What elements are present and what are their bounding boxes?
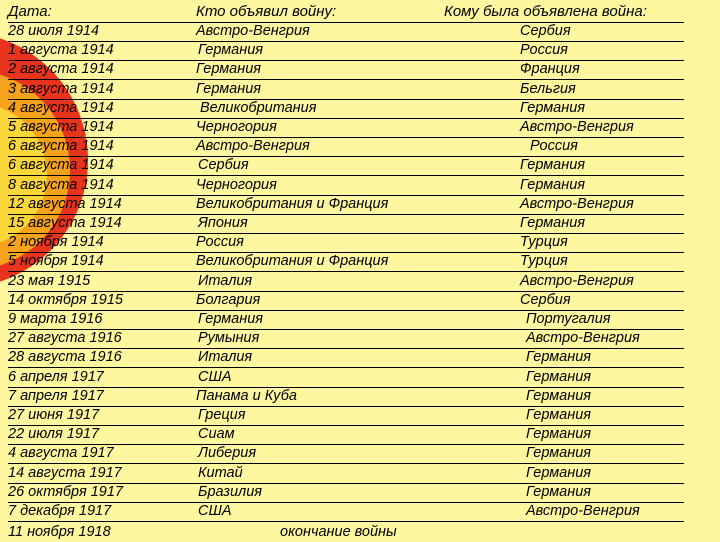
row-declarer: Германия (196, 80, 262, 97)
row-declarer: Бразилия (198, 483, 263, 500)
table-row (8, 483, 684, 503)
row-declarer: Сиам (198, 426, 235, 443)
table-row (8, 425, 684, 445)
row-date: 2 августа 1914 (8, 61, 114, 78)
row-target: Германия (526, 483, 592, 500)
row-target: Германия (526, 368, 592, 385)
row-target: Россия (530, 138, 578, 155)
table-row (8, 444, 684, 464)
footer-note: окончание войны (280, 524, 397, 540)
row-declarer: Австро-Венгрия (196, 23, 310, 39)
footer-date: 11 ноября 1918 (8, 524, 111, 540)
row-date: 7 декабря 1917 (8, 503, 112, 519)
row-date: 28 июля 1914 (8, 23, 100, 39)
row-target: Германия (526, 407, 592, 423)
row-declarer: Германия (196, 61, 262, 78)
table-row (8, 348, 684, 368)
row-declarer: Германия (198, 311, 264, 327)
table-row (8, 176, 684, 196)
row-declarer: Сербия (198, 157, 249, 174)
row-target: Россия (520, 42, 568, 59)
table-row (8, 252, 684, 272)
row-date: 23 мая 1915 (8, 272, 91, 289)
row-declarer: США (198, 503, 232, 519)
row-declarer: Черногория (196, 119, 277, 135)
header-date: Дата: (8, 3, 52, 20)
row-target: Германия (526, 349, 592, 366)
row-date: 6 апреля 1917 (8, 368, 104, 385)
row-declarer: США (198, 368, 232, 385)
row-declarer: Россия (196, 234, 244, 251)
row-date: 4 августа 1914 (8, 99, 114, 116)
table-row (8, 464, 684, 484)
table-row (8, 387, 684, 407)
table-header (8, 3, 684, 23)
table-row (8, 118, 684, 138)
row-declarer: Румыния (198, 330, 260, 347)
row-date: 14 августа 1917 (8, 464, 122, 481)
row-target: Сербия (520, 23, 571, 39)
row-declarer: Черногория (196, 176, 277, 193)
row-target: Германия (520, 176, 586, 193)
row-declarer: Либерия (198, 445, 257, 462)
row-target: Германия (520, 215, 586, 231)
row-date: 27 августа 1916 (8, 330, 122, 347)
table-row (8, 195, 684, 215)
row-date: 1 августа 1914 (8, 42, 114, 59)
row-declarer: Великобритания и Франция (196, 253, 389, 270)
row-date: 6 августа 1914 (8, 157, 114, 174)
table-row (8, 214, 684, 234)
row-declarer: Италия (198, 272, 253, 289)
row-target: Австро-Венгрия (520, 195, 634, 212)
row-target: Германия (520, 99, 586, 116)
row-date: 22 июля 1917 (8, 426, 100, 443)
row-target: Австро-Венгрия (520, 272, 634, 289)
row-date: 28 августа 1916 (8, 349, 122, 366)
header-declarer: Кто объявил войну: (196, 3, 337, 20)
header-target: Кому была объявлена война: (444, 3, 647, 20)
table-row (8, 502, 684, 522)
table-row (8, 99, 684, 119)
row-date: 4 августа 1917 (8, 445, 114, 462)
row-date: 6 августа 1914 (8, 138, 114, 155)
row-date: 5 ноября 1914 (8, 253, 104, 270)
row-target: Турция (520, 253, 568, 270)
row-date: 8 августа 1914 (8, 176, 114, 193)
row-target: Германия (526, 445, 592, 462)
table-row (8, 272, 684, 292)
table-row (8, 41, 684, 61)
table-row (8, 156, 684, 176)
table-row (8, 291, 684, 311)
row-declarer: Великобритания и Франция (196, 195, 389, 212)
row-declarer: Германия (198, 42, 264, 59)
row-target: Германия (526, 387, 592, 404)
row-declarer: Китай (198, 464, 243, 481)
row-declarer: Греция (198, 407, 246, 423)
table-row (8, 137, 684, 157)
row-target: Турция (520, 234, 568, 251)
row-date: 14 октября 1915 (8, 291, 123, 308)
row-date: 9 марта 1916 (8, 311, 103, 327)
table-row (8, 60, 684, 80)
table-row (8, 329, 684, 349)
row-target: Австро-Венгрия (526, 330, 640, 347)
row-target: Германия (526, 464, 592, 481)
footer-row (8, 523, 684, 542)
row-date: 2 ноября 1914 (8, 234, 104, 251)
table-row (8, 310, 684, 330)
row-date: 3 августа 1914 (8, 80, 114, 97)
row-date: 26 октября 1917 (8, 483, 123, 500)
row-declarer: Великобритания (200, 99, 317, 116)
row-declarer: Италия (198, 349, 253, 366)
row-date: 7 апреля 1917 (8, 387, 104, 404)
row-date: 12 августа 1914 (8, 195, 122, 212)
table-row (8, 368, 684, 388)
row-declarer: Япония (198, 215, 248, 231)
row-date: 15 августа 1914 (8, 215, 122, 231)
row-target: Бельгия (520, 80, 576, 97)
row-target: Австро-Венгрия (526, 503, 640, 519)
row-date: 5 августа 1914 (8, 119, 114, 135)
row-target: Австро-Венгрия (520, 119, 634, 135)
row-target: Франция (520, 61, 580, 78)
table-row (8, 406, 684, 426)
table-row (8, 233, 684, 253)
row-target: Германия (520, 157, 586, 174)
row-target: Германия (526, 426, 592, 443)
table-row (8, 22, 684, 42)
row-target: Португалия (526, 311, 611, 327)
table-row (8, 80, 684, 100)
row-declarer: Болгария (196, 291, 261, 308)
row-declarer: Панама и Куба (196, 387, 297, 404)
row-declarer: Австро-Венгрия (196, 138, 310, 155)
row-target: Сербия (520, 291, 571, 308)
row-date: 27 июня 1917 (8, 407, 100, 423)
